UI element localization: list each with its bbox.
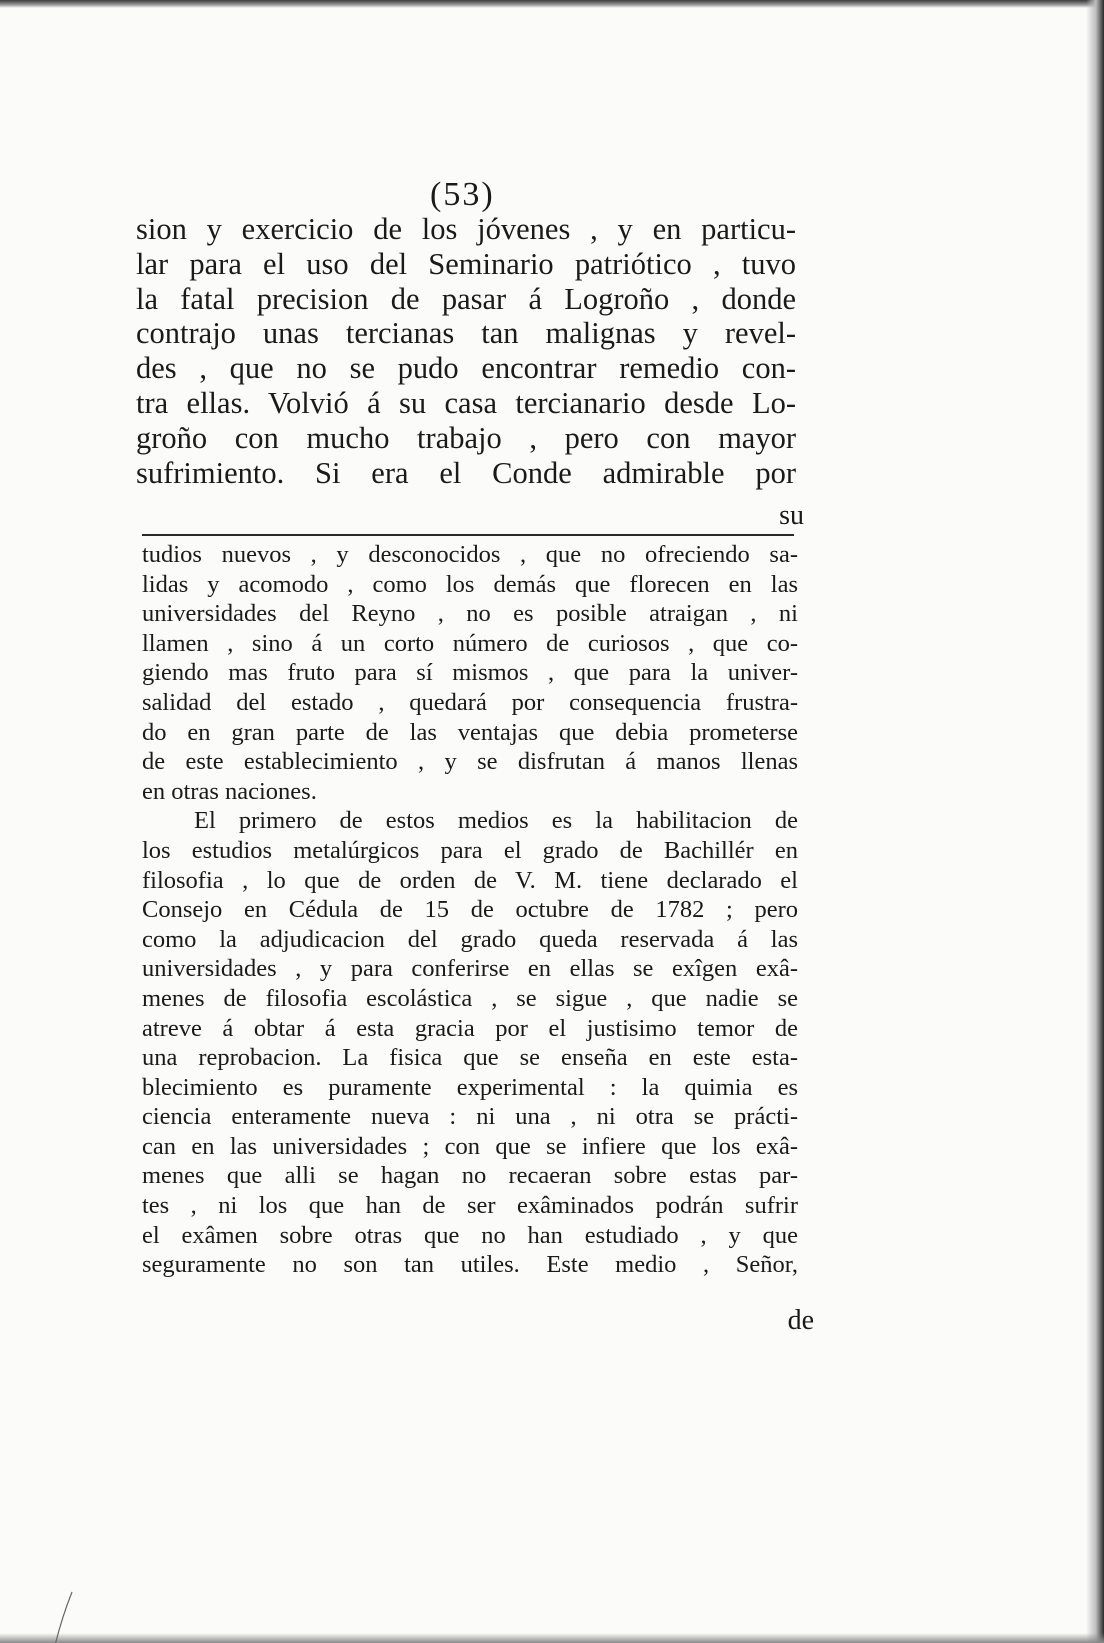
footnote-line: menes de filosofia escolástica , se sigue , que nadie se bbox=[142, 984, 798, 1012]
text-line: groño con mucho trabajo , pero con mayor bbox=[136, 420, 796, 455]
page-bottom-shadow bbox=[0, 1633, 1104, 1643]
footnote-line: el exâmen sobre otras que no han estudiado , y que bbox=[142, 1221, 798, 1249]
footnote-line: llamen , sino á un corto número de curiosos , que co- bbox=[142, 629, 798, 657]
footnote-rule bbox=[142, 534, 794, 536]
footnote-line: de este establecimiento , y se disfrutan á manos llenas bbox=[142, 748, 798, 776]
footnote-line: do en gran parte de las ventajas que debia prometerse bbox=[142, 718, 798, 746]
text-line: des , que no se pudo encontrar remedio con- bbox=[136, 351, 796, 386]
margin-stroke-icon bbox=[44, 1588, 84, 1643]
text-line: sufrimiento. Si era el Conde admirable por bbox=[136, 455, 796, 490]
text-line: sion y exercicio de los jóvenes , y en particu- bbox=[136, 212, 796, 246]
footnote-line: salidad del estado , quedará por consequencia frustra- bbox=[142, 688, 798, 716]
footnote-line: blecimiento es puramente experimental : la quimia es bbox=[142, 1073, 798, 1101]
page-top-shadow bbox=[0, 0, 1104, 8]
footnote-line: tes , ni los que han de ser exâminados podrán sufrir bbox=[142, 1192, 798, 1220]
page-number: (53) bbox=[430, 176, 495, 213]
text-line: lar para el uso del Seminario patriótico , tuvo bbox=[136, 246, 796, 281]
footnote-line: filosofia , lo que de orden de V. M. tiene declarado el bbox=[142, 866, 798, 894]
footnote-line: can en las universidades ; con que se infiere que los exâ- bbox=[142, 1132, 798, 1160]
page-right-shadow bbox=[1086, 0, 1104, 1643]
footnote-line: una reprobacion. La fisica que se enseña en este esta- bbox=[142, 1044, 798, 1072]
footnote-line: universidades , y para conferirse en ellas se exîgen exâ- bbox=[142, 955, 798, 983]
footnote-line: giendo mas fruto para sí mismos , que para la univer- bbox=[142, 659, 798, 687]
footnote-line: seguramente no son tan utiles. Este medio , Señor, bbox=[142, 1251, 798, 1279]
footnote-line: tudios nuevos , y desconocidos , que no ofreciendo sa- bbox=[142, 541, 798, 568]
footnote-line: ciencia enteramente nueva : ni una , ni otra se prácti- bbox=[142, 1103, 798, 1131]
main-catchword: su bbox=[779, 500, 804, 531]
footnote-line: Consejo en Cédula de 15 de octubre de 1782 ; pero bbox=[142, 896, 798, 924]
footnote-line: universidades del Reyno , no es posible atraigan , ni bbox=[142, 600, 798, 628]
footnote-line: lidas y acomodo , como los demás que florecen en las bbox=[142, 570, 798, 598]
main-text-block bbox=[136, 212, 796, 490]
footnote-line: menes que alli se hagan no recaeran sobre estas par- bbox=[142, 1162, 798, 1190]
footnote-catchword: de bbox=[787, 1305, 814, 1336]
footnote-line: en otras naciones. bbox=[142, 777, 317, 805]
footnote-line: atreve á obtar á esta gracia por el justisimo temor de bbox=[142, 1014, 798, 1042]
footnote-line: como la adjudicacion del grado queda reservada á las bbox=[142, 925, 798, 953]
footnote-text-block bbox=[142, 540, 798, 1280]
text-line: tra ellas. Volvió á su casa tercianario desde Lo- bbox=[136, 385, 796, 420]
paragraph-start-line: El primero de estos medios es la habilitacion de bbox=[194, 807, 798, 835]
footnote-line: los estudios metalúrgicos para el grado de Bachillér en bbox=[142, 836, 798, 864]
text-line: contrajo unas tercianas tan malignas y revel- bbox=[136, 316, 796, 351]
text-line: la fatal precision de pasar á Logroño , donde bbox=[136, 281, 796, 316]
